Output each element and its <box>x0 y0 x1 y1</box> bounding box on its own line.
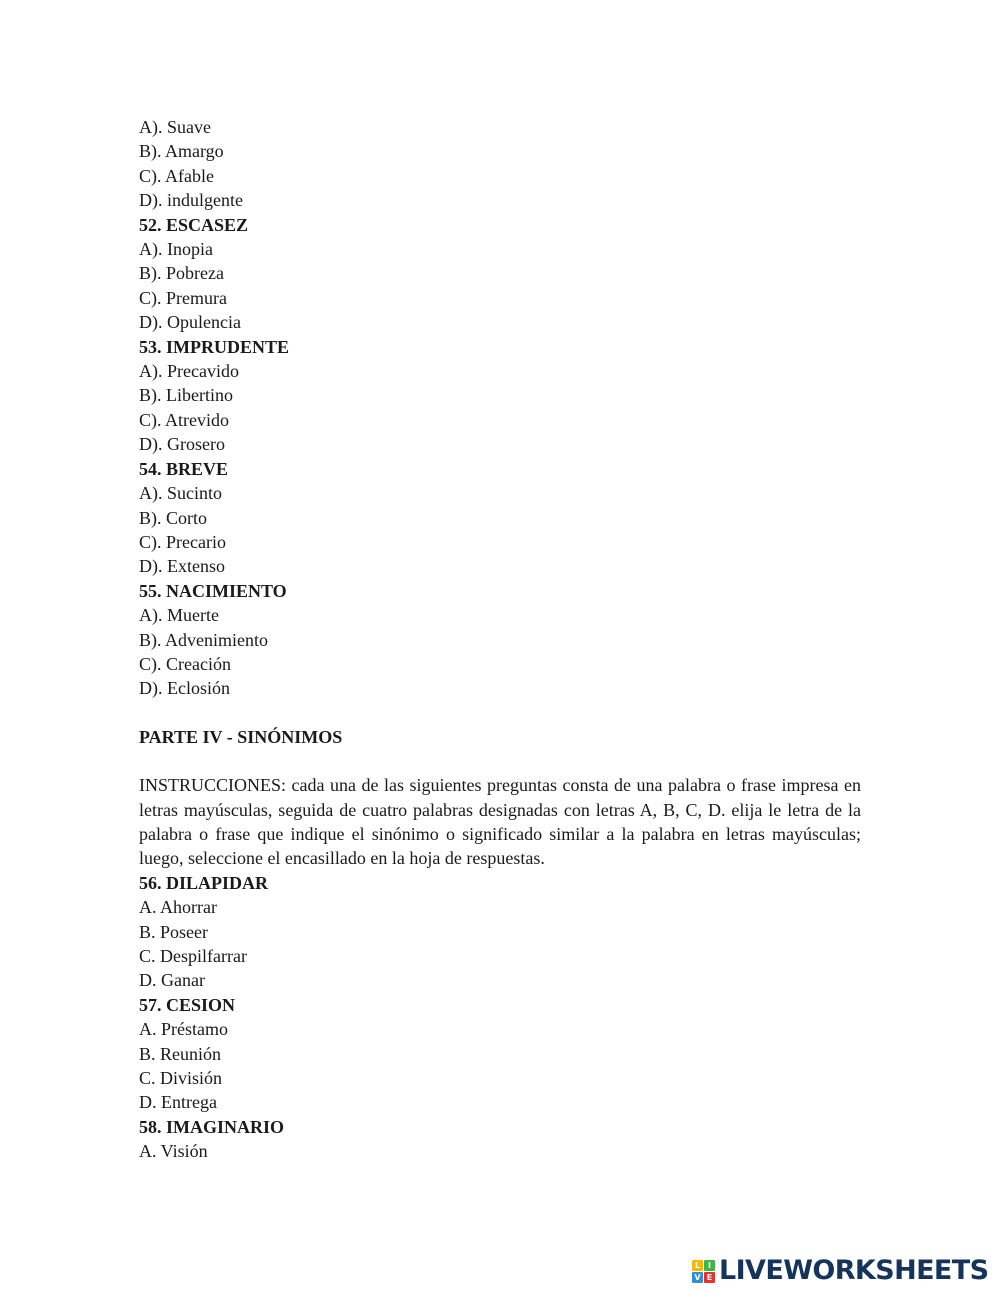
option-a: A). Precavido <box>139 361 239 382</box>
option-c: C). Afable <box>139 165 214 186</box>
question-54 <box>139 457 861 579</box>
option-b: B. Reunión <box>139 1043 222 1064</box>
option-a: A). Muerte <box>139 605 219 626</box>
logo-squares-icon <box>692 1260 715 1283</box>
question-52 <box>139 213 861 335</box>
option-a: A. Préstamo <box>139 1019 228 1040</box>
option-d: D). Grosero <box>139 434 225 455</box>
option-a: A). Suave <box>139 117 211 137</box>
option-d: D. Ganar <box>139 970 205 991</box>
option-c: C). Precario <box>139 531 226 552</box>
logo-square-l: L <box>692 1260 703 1271</box>
option-b: B). Pobreza <box>139 263 224 284</box>
section-heading: PARTE IV - SINÓNIMOS <box>139 726 343 747</box>
question-58 <box>139 1115 861 1164</box>
question-56 <box>139 871 861 993</box>
option-d: D). indulgente <box>139 190 243 211</box>
question-57 <box>139 993 861 1115</box>
question-51-options <box>139 115 861 213</box>
option-b: B). Corto <box>139 507 208 528</box>
option-a: A. Visión <box>139 1141 208 1162</box>
question-title: 54. BREVE <box>139 458 229 479</box>
question-title: 53. IMPRUDENTE <box>139 336 290 357</box>
option-a: A. Ahorrar <box>139 897 217 918</box>
option-a: A). Sucinto <box>139 483 222 504</box>
option-c: C). Premura <box>139 287 227 308</box>
question-title: 57. CESION <box>139 994 236 1015</box>
logo-square-v: V <box>692 1272 703 1283</box>
option-b: B). Libertino <box>139 385 233 406</box>
option-d: D). Opulencia <box>139 312 241 333</box>
liveworksheets-logo <box>692 1255 988 1287</box>
question-title: 52. ESCASEZ <box>139 214 249 235</box>
logo-square-i: I <box>704 1260 715 1271</box>
worksheet-page <box>139 115 861 1164</box>
option-c: C. Despilfarrar <box>139 946 247 966</box>
option-d: D). Extenso <box>139 556 225 577</box>
question-title: 56. DILAPIDAR <box>139 872 269 893</box>
option-b: B). Amargo <box>139 141 224 162</box>
option-c: C. División <box>139 1068 223 1089</box>
option-b: B). Advenimiento <box>139 629 268 650</box>
question-55 <box>139 579 861 701</box>
logo-text: LIVEWORKSHEETS <box>719 1255 989 1286</box>
option-b: B. Poseer <box>139 921 208 942</box>
question-title: 58. IMAGINARIO <box>139 1116 285 1137</box>
option-c: C). Creación <box>139 653 231 674</box>
question-53 <box>139 335 861 457</box>
logo-square-e: E <box>704 1272 715 1283</box>
instructions-paragraph: INSTRUCCIONES: cada una de las siguientes preguntas consta de una palabra o frase impresa en letras mayúsculas, seguida de cuatro palabras designadas con letras A, B, C, D. elija le letra de la palabra o frase que indique el sinónimo o significado similar a la palabra en letras mayúsculas; luego, seleccione el encasillado en la hoja de respuestas. <box>139 775 861 869</box>
option-d: D). Eclosión <box>139 678 230 699</box>
option-d: D. Entrega <box>139 1092 217 1113</box>
option-a: A). Inopia <box>139 239 213 260</box>
question-title: 55. NACIMIENTO <box>139 580 287 601</box>
option-c: C). Atrevido <box>139 409 229 430</box>
